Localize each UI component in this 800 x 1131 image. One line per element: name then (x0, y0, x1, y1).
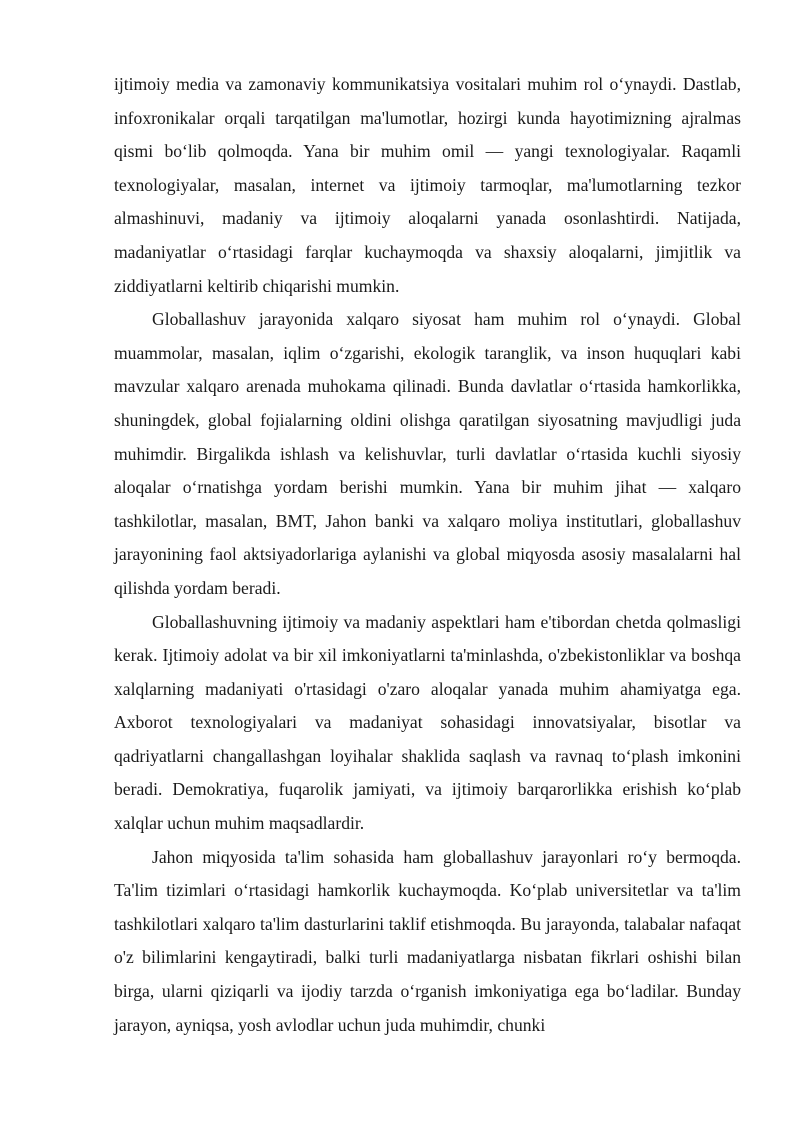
paragraph-education: Jahon miqyosida ta'lim sohasida ham globallashuv jarayonlari ro‘y bermoqda. Ta'lim tizimlari o‘rtasidagi hamkorlik kuchaymoqda. Ko‘plab universitetlar va ta'lim tashkilotlari xalqaro ta'lim dasturlarini taklif etishmoqda. Bu jarayonda, talabalar nafaqat o'z bilimlarini kengaytiradi, balki turli madaniyatlarga nisbatan fikrlari oshishi bilan birga, ularni qiziqarli va ijodiy tarzda o‘rganish imkoniyatiga ega bo‘ladilar. Bunday jarayon, ayniqsa, yosh avlodlar uchun juda muhimdir, chunki (114, 846, 741, 1035)
paragraph-continued: ijtimoiy media va zamonaviy kommunikatsiya vositalari muhim rol o‘ynaydi. Dastlab, infoxronikalar orqali tarqatilgan ma'lumotlar, hozirgi kunda hayotimizning ajralmas qismi bo‘lib qolmoqda. Yana bir muhim omil — yangi texnologiyalar. Raqamli texnologiyalar, masalan, internet va ijtimoiy tarmoqlar, ma'lumotlarning tezkor almashinuvi, madaniy va ijtimoiy aloqalarni yanada osonlashtirdi. Natijada, madaniyatlar o‘rtasidagi farqlar kuchaymoqda va shaxsiy aloqalarni, jimjitlik va ziddiyatlarni keltirib chiqarishi mumkin. (114, 74, 741, 296)
paragraph-international-politics: Globallashuv jarayonida xalqaro siyosat ham muhim rol o‘ynaydi. Global muammolar, masalan, iqlim o‘zgarishi, ekologik taranglik, va inson huquqlari kabi mavzular xalqaro arenada muhokama qilinadi. Bunda davlatlar o‘rtasida hamkorlikka, shuningdek, global fojialarning oldini olishga qaratilgan siyosatning mavjudligi juda muhimdir. Birgalikda ishlash va kelishuvlar, turli davlatlar o‘rtasida kuchli siyosiy aloqalar o‘rnatishga yordam berishi mumkin. Yana bir muhim jihat — xalqaro tashkilotlar, masalan, BMT, Jahon banki va xalqaro moliya institutlari, globallashuv jarayonining faol aktsiyadorlariga aylanishi va global miqyosda asosiy masalalarni hal qilishda yordam beradi. (114, 309, 741, 598)
paragraph-social-cultural-aspects: Globallashuvning ijtimoiy va madaniy aspektlari ham e'tibordan chetda qolmasligi kerak. Ijtimoiy adolat va bir xil imkoniyatlarni ta'minlashda, o'zbekistonliklar va boshqa xalqlarning madaniyati o'rtasidagi o'zaro aloqalar yanada muhim ahamiyatga ega. Axborot texnologiyalari va madaniyat sohasidagi innovatsiyalar, bisotlar va qadriyatlarni changallashgan loyihalar shaklida saqlash va ravnaq to‘plash imkonini beradi. Demokratiya, fuqarolik jamiyati, va ijtimoiy barqarorlikka erishish ko‘plab xalqlar uchun muhim maqsadlardir. (114, 611, 741, 834)
document-page (114, 68, 741, 1042)
